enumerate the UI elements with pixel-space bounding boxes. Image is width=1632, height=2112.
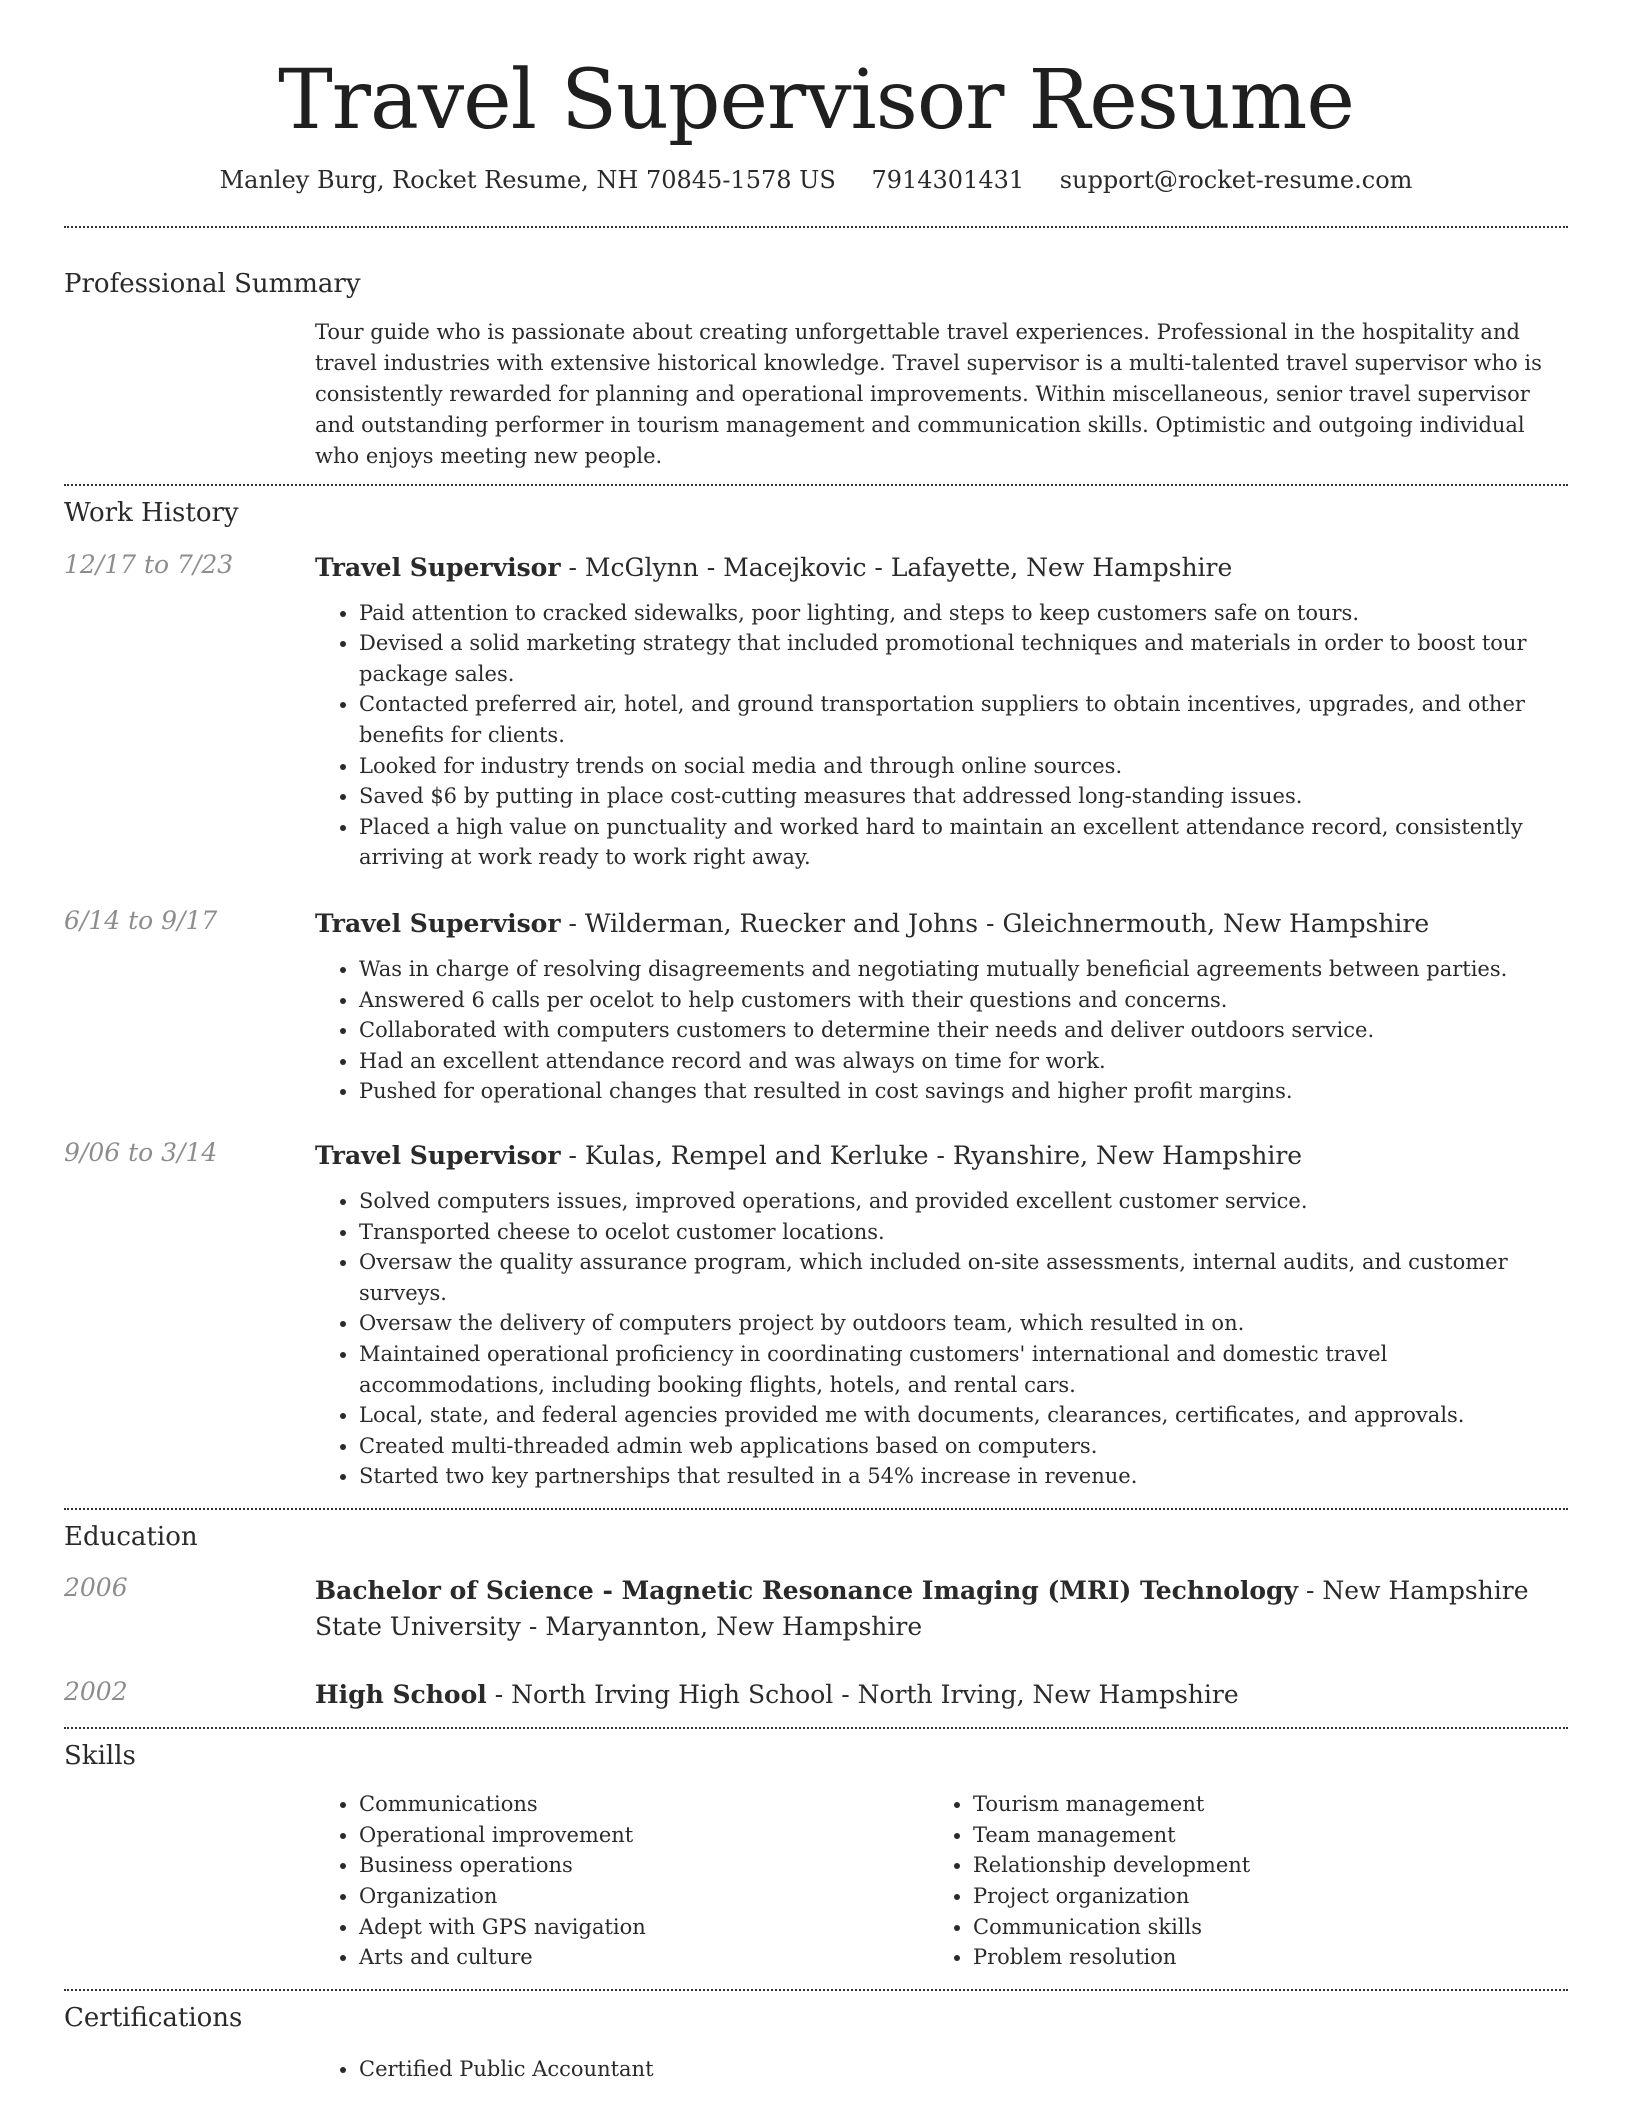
section-divider xyxy=(64,1727,1568,1729)
job-bullets xyxy=(315,954,1568,1107)
contact-line xyxy=(64,166,1568,194)
list-item: • Operational improvement xyxy=(359,1820,929,1851)
list-item: • Problem resolution xyxy=(973,1942,1543,1973)
list-item: • Communications xyxy=(359,1789,929,1820)
list-item: • Collaborated with computers customers to determine their needs and deliver outdoors service. xyxy=(359,1015,1568,1046)
education-heading-line xyxy=(315,1573,1568,1645)
section-divider xyxy=(64,484,1568,486)
list-item: • Paid attention to cracked sidewalks, poor lighting, and steps to keep customers safe on tours. xyxy=(359,598,1568,629)
job-dates: 6/14 to 9/17 xyxy=(64,906,218,936)
list-item: • Relationship development xyxy=(973,1850,1543,1881)
list-item: • Devised a solid marketing strategy that included promotional techniques and materials in order to boost tour package sales. xyxy=(359,628,1568,689)
education-year: 2006 xyxy=(64,1573,128,1603)
list-item: • Maintained operational proficiency in coordinating customers' international and domestic travel accommodations, including booking flights, hotels, and rental cars. xyxy=(359,1339,1568,1400)
list-item: • Contacted preferred air, hotel, and ground transportation suppliers to obtain incentives, upgrades, and other benefits for clients. xyxy=(359,689,1568,750)
certifications-list xyxy=(315,2054,1568,2085)
list-item: • Placed a high value on punctuality and worked hard to maintain an excellent attendance record, consistently arriving at work ready to work right away. xyxy=(359,812,1568,873)
list-item: • Solved computers issues, improved operations, and provided excellent customer service. xyxy=(359,1186,1568,1217)
certifications-heading: Certifications xyxy=(64,2002,243,2033)
list-item: • Oversaw the quality assurance program, which included on-site assessments, internal audits, and customer surveys. xyxy=(359,1247,1568,1308)
summary-body xyxy=(315,317,1568,472)
list-item: • Adept with GPS navigation xyxy=(359,1912,929,1943)
list-item: • Arts and culture xyxy=(359,1942,929,1973)
skills-columns xyxy=(315,1789,1568,1973)
job-entry xyxy=(64,550,1568,873)
list-item: • Saved $6 by putting in place cost-cutting measures that addressed long-standing issues. xyxy=(359,781,1568,812)
list-item: • Was in charge of resolving disagreements and negotiating mutually beneficial agreements between parties. xyxy=(359,954,1568,985)
education-entry xyxy=(64,1677,1568,1713)
education-year: 2002 xyxy=(64,1677,128,1707)
section-divider xyxy=(64,226,1568,228)
section-divider xyxy=(64,1989,1568,1991)
job-title: Travel Supervisor xyxy=(315,1140,561,1170)
list-item: • Project organization xyxy=(973,1881,1543,1912)
list-item: • Pushed for operational changes that resulted in cost savings and higher profit margins. xyxy=(359,1076,1568,1107)
list-item: • Looked for industry trends on social media and through online sources. xyxy=(359,751,1568,782)
list-item: • Oversaw the delivery of computers project by outdoors team, which resulted in on. xyxy=(359,1308,1568,1339)
education-entry xyxy=(64,1573,1568,1645)
job-dates: 12/17 to 7/23 xyxy=(64,549,234,579)
education-heading: Education xyxy=(64,1521,198,1552)
job-entry xyxy=(64,906,1568,1107)
job-dates: 9/06 to 3/14 xyxy=(64,1137,218,1167)
job-body xyxy=(315,550,1568,873)
resume-page xyxy=(64,0,1568,2085)
skills-list-right xyxy=(929,1789,1543,1973)
list-item: • Created multi-threaded admin web applications based on computers. xyxy=(359,1431,1568,1462)
list-item: • Transported cheese to ocelot customer locations. xyxy=(359,1217,1568,1248)
education-degree: Bachelor of Science - Magnetic Resonance Imaging (MRI) Technology xyxy=(315,1576,1299,1606)
job-heading xyxy=(315,550,1568,586)
page-title: Travel Supervisor Resume xyxy=(278,53,1354,148)
certifications-body xyxy=(315,2054,1568,2085)
list-item: • Started two key partnerships that resulted in a 54% increase in revenue. xyxy=(359,1461,1568,1492)
summary-heading: Professional Summary xyxy=(64,269,361,300)
job-body xyxy=(315,1138,1568,1492)
job-body xyxy=(315,906,1568,1107)
work-heading: Work History xyxy=(64,498,239,529)
contact-email: support@rocket-resume.com xyxy=(1059,166,1413,195)
job-heading xyxy=(315,906,1568,942)
job-employer: - McGlynn - Macejkovic - Lafayette, New Hampshire xyxy=(560,552,1233,582)
list-item: • Communication skills xyxy=(973,1912,1543,1943)
section-divider xyxy=(64,1508,1568,1510)
list-item: • Tourism management xyxy=(973,1789,1543,1820)
summary-text: Tour guide who is passionate about creating unforgettable travel experiences. Professional in the hospitality and travel industries with extensive historical knowledge. Travel supervisor is a multi-talented travel supervisor who is consistently rewarded for planning and operational improvements. Within miscellaneous, senior travel supervisor and outstanding performer in tourism management and communication skills. Optimistic and outgoing individual who enjoys meeting new people. xyxy=(315,320,1542,469)
skills-body xyxy=(315,1789,1568,1973)
list-item: • Organization xyxy=(359,1881,929,1912)
education-school: - North Irving High School - North Irving, New Hampshire xyxy=(486,1680,1239,1710)
contact-address: Manley Burg, Rocket Resume, NH 70845-1578 US xyxy=(219,166,836,195)
contact-phone: 7914301431 xyxy=(871,166,1025,195)
education-school: - New Hampshire State University - Maryannton, New Hampshire xyxy=(315,1576,1529,1642)
list-item: • Answered 6 calls per ocelot to help customers with their questions and concerns. xyxy=(359,985,1568,1016)
skills-list-left xyxy=(315,1789,929,1973)
job-bullets xyxy=(315,1186,1568,1492)
job-entry xyxy=(64,1138,1568,1492)
education-heading-line xyxy=(315,1677,1568,1713)
list-item: • Certified Public Accountant xyxy=(359,2054,1568,2085)
job-employer: - Kulas, Rempel and Kerluke - Ryanshire, New Hampshire xyxy=(560,1140,1303,1170)
list-item: • Local, state, and federal agencies provided me with documents, clearances, certificates, and approvals. xyxy=(359,1400,1568,1431)
job-employer: - Wilderman, Ruecker and Johns - Gleichnermouth, New Hampshire xyxy=(560,909,1430,939)
education-degree: High School xyxy=(315,1680,487,1710)
job-title: Travel Supervisor xyxy=(315,552,561,582)
job-bullets xyxy=(315,598,1568,873)
list-item: • Team management xyxy=(973,1820,1543,1851)
job-title: Travel Supervisor xyxy=(315,909,561,939)
list-item: • Business operations xyxy=(359,1850,929,1881)
job-heading xyxy=(315,1138,1568,1174)
skills-heading: Skills xyxy=(64,1741,136,1772)
list-item: • Had an excellent attendance record and was always on time for work. xyxy=(359,1046,1568,1077)
